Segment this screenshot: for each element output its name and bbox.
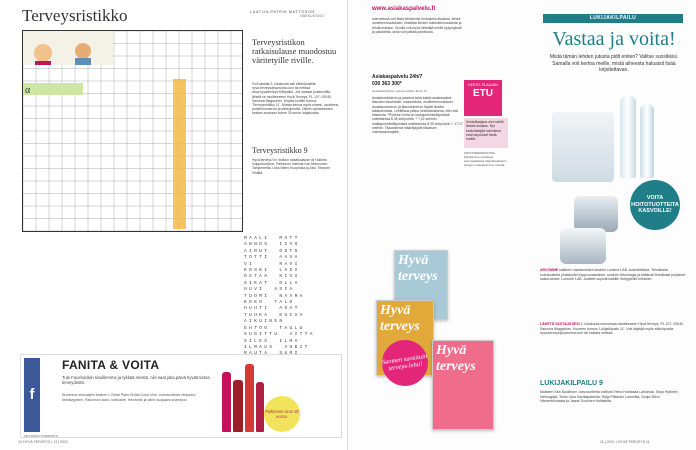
benefit-word: ETU: [473, 88, 493, 99]
reader-contest-label: LUKIJAKILPAILU: [543, 14, 683, 23]
facebook-promo-text: Arvomme seuraajien kesken L'Oréal Paris Elvital Color Vive -hoitotuotteita väripidon kestävyyteen. Palkinnon koko: hoitoaine, tehohoito ja värin suojaava shampoo.: [62, 393, 196, 402]
prize-label: ARVOMME: [540, 268, 559, 272]
customer-service-hours: Henkilökohtainen palvelu arkisin klo 8–17.: [372, 89, 428, 93]
cartoon-man-head: [75, 43, 91, 59]
solution-word-row: HUVI ASIA: [244, 287, 295, 293]
solution-word-list: [244, 236, 344, 350]
magazine-title-1: Hyvä terveys: [398, 253, 438, 284]
cartoon-man-body: [75, 58, 91, 65]
solution-word-row: ANNOS IIVO: [244, 242, 300, 248]
difficulty-label: VAIKEUSTASO: [300, 14, 325, 18]
contest-9-heading: LUKIJAKILPAILU 9: [540, 380, 603, 387]
solution-word-row: HUHTI ASAT: [244, 306, 300, 312]
clue-band: [23, 83, 83, 95]
product-tube-2: [640, 104, 654, 178]
facebook-url[interactable]: FB.COM/HYVATERVEYS: [24, 434, 59, 438]
customer-service-heading: Asiakaspalvelu 24h/7: [372, 74, 423, 80]
solution-word-row: AIRUT OSTO: [244, 248, 300, 254]
customer-service-phone: 030 363 300*: [372, 81, 402, 87]
page-folio-left: 10 HYVÄ TERVEYS | 11 | 2021: [18, 440, 69, 444]
magazine-covers: [376, 250, 516, 430]
magazine-title-3: Hyvä terveys: [436, 343, 476, 374]
facebook-promo-subtitle: Tule Facebookiin sivuillemme ja tykkää meistä, niin saat joka päivä hyvää tietoa terveydestä.: [62, 375, 210, 386]
submission-text: 3. lokakuuta mennessä osoitteeseen Hyvä terveys, PL 107, 00040 Sanoma Magazines. Kuoreen tunnus 'Lukijakilpailu 11'. Voit käyttää myös sähköpostia hyva.terveys@sanoma.com tai vastata netissä.: [540, 322, 684, 335]
facebook-icon[interactable]: f: [24, 358, 40, 432]
solution-word-row: AIKUINEN: [244, 319, 285, 325]
product-jar-1: [574, 196, 618, 232]
solution-word-row: TUHKA KUIVA: [244, 312, 305, 318]
magazine-title-2: Hyvä terveys: [380, 303, 420, 334]
submission-label: LÄHETÄ VASTAUKSESI: [540, 322, 580, 326]
popularity-badge: Suomen suosituin terveys-lehti!: [379, 337, 431, 389]
solution-word-row: VI RAVI: [244, 261, 300, 267]
prize-text: kaikkien vastanneiden kesken Lumene LAB -kosmetiikkaa. Tehokkaita hoitotuotteita yhdistyvät hoippuosaaminen, uusinen teknologia ja tutkitusti tehokkaat pohjoiset raaka-aineet. Lumene LAB -tuotteet sopivat kaikille ihotyypeille erikseen.: [540, 268, 685, 281]
customer-service-text: Asiakasrekisterin ja palvelut sekä kaikki asiakasasiat: tilausten muutokset, maksutiedot, osoitteenmuutokset. Asiakasnumeron ja tilausnumeron löydät lehden takakannesta. Lehtitilaus jatkuu kestotilauksena, ellei sitä irtisanota. *Puhelun hinta on lankapuhelinliittymästä soitettaessa 8,35 snt/puhelu + 7,02 snt/min, matkapuhelinliittymästä soitettaessa 8,35 snt/puhelu + 17,17 snt/min. Tilaushinnat määräytyvät tilauksen voimassaoloajalle.: [372, 96, 463, 135]
product-bottle-1: [222, 372, 231, 432]
reader-contest-title: Vastaa ja voita!: [552, 28, 676, 50]
subscriber-benefit-text: Kestotilaajana olet meillä tärkeä asiakas. Nyt kestotilaajille tarkoitetut edut tarjoukset tästä meiltä.: [464, 118, 508, 148]
contest-9-winners: Matkeen Sea Buckthorn -kasvovoiteita voittivat Vieno Huhtasaa Lahdesta, Sirpa Hyttinen Helsingistä, Terho Liisa Savitaipaleelta, Raija Pitkänen Lammilta, Sonja Siltvo Hämeenlinnasta ja Jaana Tuovinen Huittisista.: [540, 390, 678, 403]
product-bottle-2: [233, 380, 243, 432]
solution-word-row: EHTOO TAULU: [244, 325, 305, 331]
product-tube-1: [620, 96, 636, 178]
customer-service-intro: Internetissä voit tilata lehtiämme tiedustella tilauksia, tehdä osoitteenmuutoksen, ilmoittaa lehden tulemattomuudesta ja tehdä maksun. Sivulla voit myös lähettää meille kysymyksiä ja palautetta, sekä voit palkita palvelusta.: [372, 17, 462, 34]
reader-contest-subtitle: Mistä tämän lehden jutusta pidit eniten? Valitse suosikkisi. Samalla voit kertoa meille, mistä aiheesta haluaisit lisää kirjoitettavan.: [549, 54, 679, 74]
solution-word-row: SUDITTU AITTA: [244, 332, 315, 338]
solution-word-row: KOSKI LASI: [244, 268, 300, 274]
address-change-text: OSOITTEENMUUTOS: Päivitämme osoitteesi automaattisesti Väestörekisterin tietojen mukaisesti kun muutat.: [464, 151, 507, 167]
page-folio-right: 11 | 2021 | HYVÄ TERVEYS 11: [600, 440, 650, 444]
solution-word-row: OSTAA KIVI: [244, 274, 300, 280]
solution-word-row: KOKO TALO: [244, 300, 295, 306]
crossword-instructions: Voit vastata 3. lokakuuta asti sähköpostilla hyva.terveys@sanoma.com tai netissä www.hyvaterveys.fi/kilpailut. Jos vastaat postikortilla, lähetä se osoitteeseen Hyvä Terveys, PL 107, 00040 Sanoma Magazines. Kirjoita korttiin tunnus 'Terveysristikko 11'. Muista kertoa myös nimesi, osoitteesi, puhelinnumerosi ja sähköpostisi. Oikein vastanneiden kesken arvotaan kolme 30 euron lahjakorttia.: [252, 82, 340, 116]
solution-column-highlight: [173, 79, 186, 229]
product-bottle-3: [245, 364, 254, 432]
solution-word-row: MAALI MATT: [244, 236, 300, 241]
benefit-label: KESTO-TILAAJAN: [468, 83, 498, 87]
magazine-cover-3: [432, 340, 494, 430]
product-box-left: [552, 112, 614, 182]
previous-crossword-winners: Hyvä terveys 9:n ristikon ratkaisulause oli Huikeat hoippukuntoon. Palkinnon voittivat Kari Mannonen Tampereelta, Liisa Niemi Kuopiosta ja Aino Tiinonen Vihtiltä.: [252, 158, 331, 175]
submission-instructions: [540, 322, 686, 336]
crossword-symbol-alpha: α: [25, 85, 31, 96]
solution-word-row: SILEÄ ILMA: [244, 338, 300, 344]
crossword-author: LAATIJA PATRIK MATTSSON: [250, 9, 315, 14]
solution-word-row: ILMAUS AHDIT: [244, 344, 310, 350]
subscriber-benefit-badge: [464, 80, 502, 116]
prize-value-badge: Palkinnon arvo 30 euroa.: [264, 396, 300, 432]
product-bottle-4: [256, 382, 264, 432]
win-products-badge: VOITA HOITOTUOTTEITA KASVOILLE!: [630, 180, 680, 230]
solution-word-row: SIKAT OLLA: [244, 280, 300, 286]
solution-word-row: TUOMI NAARA: [244, 293, 305, 299]
solution-word-row: TOTTI AAVA: [244, 255, 300, 261]
crossword-grid: [22, 30, 243, 232]
cartoon-woman-body: [35, 61, 51, 65]
previous-crossword-title: Terveysristikko 9: [252, 146, 308, 155]
crossword-title: Terveysristikko: [22, 6, 128, 25]
cartoon-woman-head: [34, 44, 52, 62]
crossword-instructions-title: Terveysristikon ratkaisulause muodostuu väritetyille riville.: [252, 37, 337, 65]
prize-description: [540, 268, 686, 282]
customer-service-url[interactable]: www.asiakaspalvelu.fi: [372, 6, 436, 12]
facebook-promo-title: FANITA & VOITA: [62, 358, 160, 372]
crossword-grid-svg: [23, 31, 242, 231]
product-jar-2: [560, 228, 606, 264]
